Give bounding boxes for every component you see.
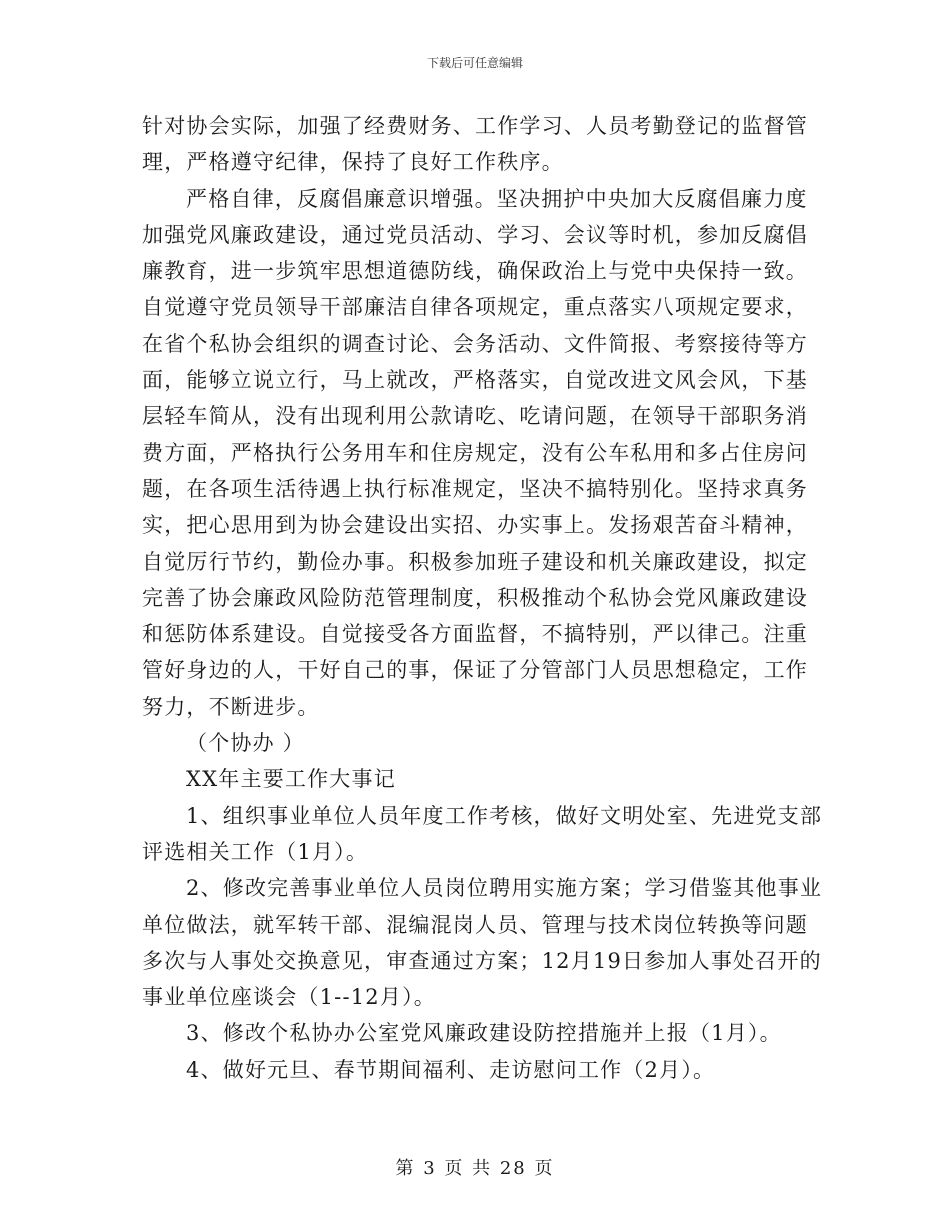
document-body — [142, 108, 823, 1088]
list-item: 3、修改个私协办公室党风廉政建设防控措施并上报（1月）。 — [186, 1021, 782, 1046]
section-heading: XX年主要工作大事记 — [186, 767, 396, 792]
list-item: 1、组织事业单位人员年度工作考核，做好文明处室、先进党支部 — [186, 803, 823, 828]
text-line: 事业单位座谈会（1--12月）。 — [142, 985, 436, 1010]
text-line: （个协办 ） — [186, 731, 305, 756]
text-line: 完善了协会廉政风险防范管理制度，积极推动个私协会党风廉政建设 — [142, 585, 808, 610]
text-line: 廉教育，进一步筑牢思想道德防线，确保政治上与党中央保持一致。 — [142, 259, 808, 284]
text-line: 评选相关工作（1月）。 — [142, 839, 369, 864]
text-line: 和惩防体系建设。自觉接受各方面监督，不搞特别，严以律己。注重 — [142, 622, 808, 647]
page-number: 第 3 页 共 28 页 — [395, 1158, 555, 1179]
text-line: 实，把心思用到为协会建设出实招、办实事上。发扬艰苦奋斗精神， — [142, 513, 808, 538]
text-line: 面，能够立说立行，马上就改，严格落实，自觉改进文风会风，下基 — [142, 368, 808, 393]
list-item: 2、修改完善事业单位人员岗位聘用实施方案；学习借鉴其他事业 — [186, 876, 823, 901]
text-line: 单位做法，就军转干部、混编混岗人员、管理与技术岗位转换等问题 — [142, 912, 808, 937]
text-line: 自觉厉行节约，勤俭办事。积极参加班子建设和机关廉政建设，拟定 — [142, 549, 808, 574]
text-line: 在省个私协会组织的调查讨论、会务活动、文件简报、考察接待等方 — [142, 331, 808, 356]
text-line: 多次与人事处交换意见，审查通过方案；12月19日参加人事处召开的 — [142, 948, 822, 973]
text-line: 题，在各项生活待遇上执行标准规定，坚决不搞特别化。坚持求真务 — [142, 476, 808, 501]
text-line: 努力，不断进步。 — [142, 694, 320, 719]
text-line: 理，严格遵守纪律，保持了良好工作秩序。 — [142, 150, 564, 175]
text-line: 针对协会实际，加强了经费财务、工作学习、人员考勤登记的监督管 — [142, 114, 808, 138]
text-line: 层轻车简从，没有出现利用公款请吃、吃请问题，在领导干部职务消 — [142, 404, 808, 429]
text-line: 严格自律，反腐倡廉意识增强。坚决拥护中央加大反腐倡廉力度 — [186, 186, 808, 211]
page-header-note: 下载后可任意编辑 — [426, 56, 523, 70]
text-line: 加强党风廉政建设，通过党员活动、学习、会议等时机，参加反腐倡 — [142, 222, 808, 247]
text-line: 管好身边的人，干好自己的事，保证了分管部门人员思想稳定，工作 — [142, 658, 808, 683]
text-line: 自觉遵守党员领导干部廉洁自律各项规定，重点落实八项规定要求， — [142, 295, 808, 320]
text-line: 费方面，严格执行公务用车和住房规定，没有公车私用和多占住房问 — [142, 440, 808, 465]
list-item: 4、做好元旦、春节期间福利、走访慰问工作（2月）。 — [186, 1057, 716, 1082]
